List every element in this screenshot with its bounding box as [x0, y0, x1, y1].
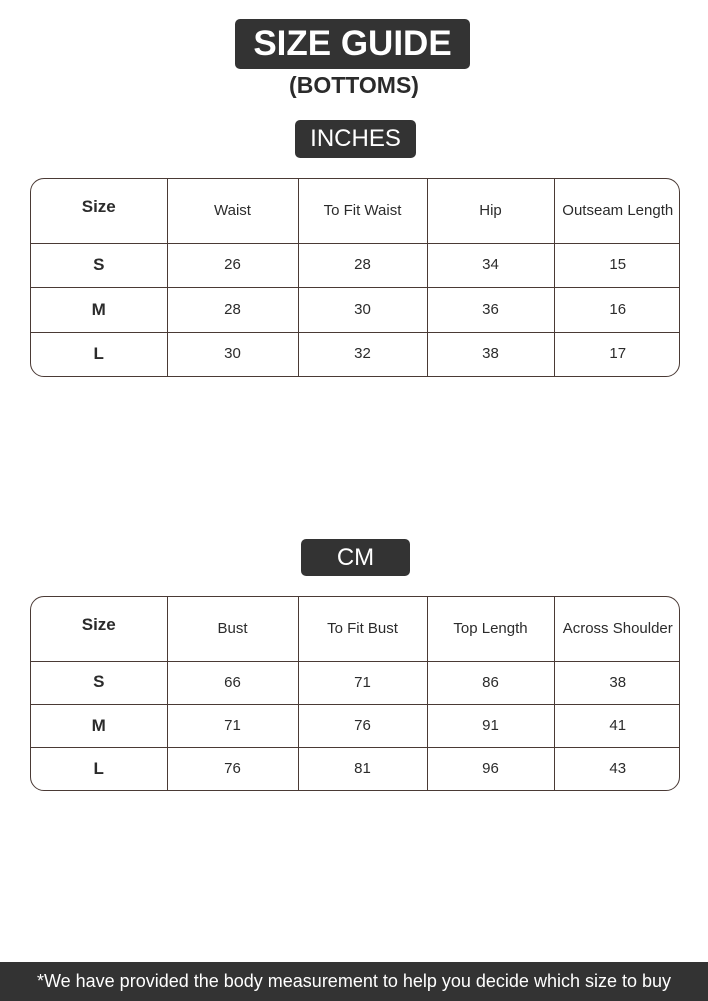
table-cell: 91: [427, 704, 554, 747]
table-cell: 76: [298, 704, 427, 747]
table-cell: 71: [167, 704, 298, 747]
cm-size-table: [30, 596, 680, 791]
table-cell: 86: [427, 661, 554, 704]
table-row: [31, 243, 680, 288]
table-cell: 81: [298, 748, 427, 790]
table-row: [31, 661, 680, 704]
column-header-size: Size: [31, 597, 167, 661]
size-cell: M: [31, 704, 167, 747]
page-title: SIZE GUIDE: [235, 19, 470, 69]
size-cell: M: [31, 288, 167, 333]
size-cell: L: [31, 748, 167, 790]
table-cell: 76: [167, 748, 298, 790]
column-header-to-fit-waist: To Fit Waist: [298, 179, 427, 243]
table-cell: 26: [167, 243, 298, 288]
column-header-across-shoulder: Across Shoulder: [554, 597, 680, 661]
column-header-top-length: Top Length: [427, 597, 554, 661]
inches-size-table: [30, 178, 680, 377]
table-cell: 16: [554, 288, 680, 333]
table-cell: 34: [427, 243, 554, 288]
size-cell: S: [31, 661, 167, 704]
table-cell: 32: [298, 332, 427, 376]
column-header-waist: Waist: [167, 179, 298, 243]
table-cell: 17: [609, 345, 627, 363]
size-cell: S: [31, 243, 167, 288]
table-cell: 41: [554, 704, 680, 747]
table-cell: 28: [167, 288, 298, 333]
inches-unit-badge: INCHES: [295, 120, 416, 158]
table-cell: 43: [609, 760, 627, 778]
table-cell: 71: [298, 661, 427, 704]
column-header-size: Size: [31, 179, 167, 243]
table-cell: 38: [554, 661, 680, 704]
table-cell: 36: [427, 288, 554, 333]
column-header-to-fit-bust: To Fit Bust: [298, 597, 427, 661]
table-cell: 30: [298, 288, 427, 333]
table-row: [31, 748, 680, 790]
table-cell: 30: [167, 332, 298, 376]
cm-unit-badge: CM: [301, 539, 410, 576]
column-header-hip: Hip: [427, 179, 554, 243]
column-header-outseam-length: Outseam Length: [554, 179, 680, 243]
table-header-row: [31, 179, 680, 243]
table-header-row: [31, 597, 680, 661]
page-subtitle: (BOTTOMS): [289, 72, 419, 98]
table-cell: 28: [298, 243, 427, 288]
column-header-bust: Bust: [167, 597, 298, 661]
table-row: [31, 704, 680, 747]
table-row: [31, 332, 680, 376]
table-cell: 15: [554, 243, 680, 288]
table-row: [31, 288, 680, 333]
table-cell: 38: [427, 332, 554, 376]
table-cell: 66: [167, 661, 298, 704]
table-cell: 96: [427, 748, 554, 790]
footer-note: *We have provided the body measurement to help you decide which size to buy: [0, 962, 708, 1001]
size-cell: L: [31, 332, 167, 376]
